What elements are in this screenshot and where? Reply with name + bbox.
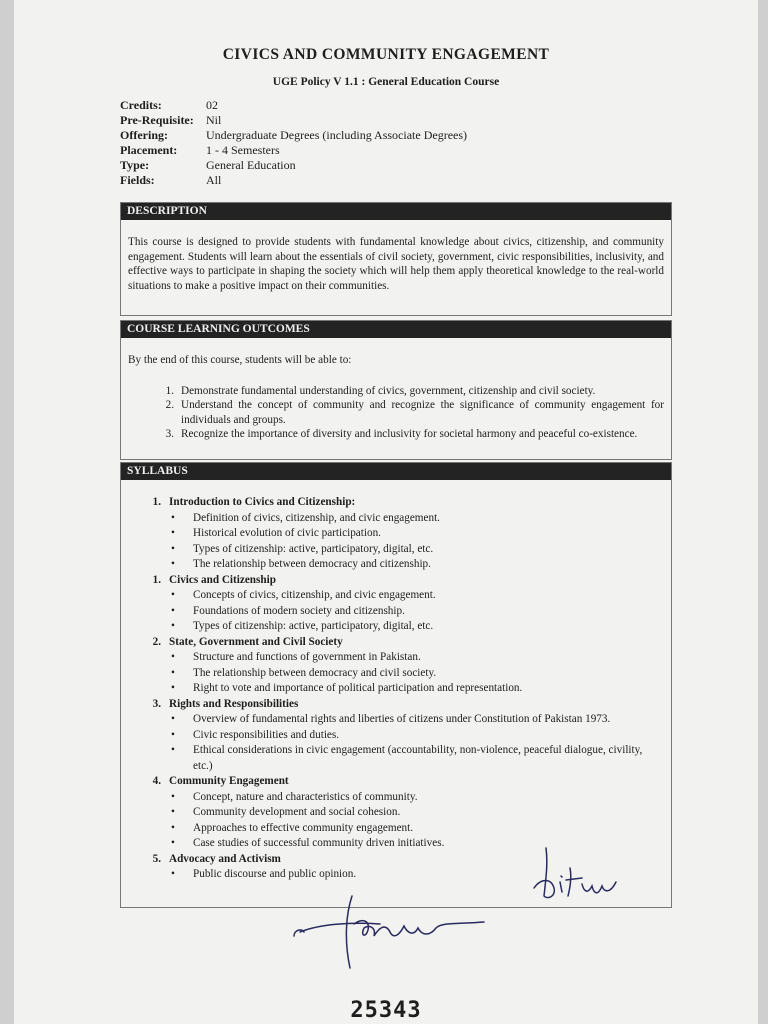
list-item-text: Types of citizenship: active, participatory, digital, etc. xyxy=(193,620,434,632)
list-item xyxy=(139,790,671,806)
outcomes-section xyxy=(120,320,672,460)
list-item-text: Approaches to effective community engagement. xyxy=(193,821,414,834)
meta-label: Credits: xyxy=(120,98,162,112)
list-item xyxy=(139,588,671,604)
meta-value: All xyxy=(206,173,222,187)
description-header: DESCRIPTION xyxy=(121,203,671,220)
list-item-text: Ethical considerations in civic engagement (accountability, non-violence, peaceful dialogue, civility, etc.) xyxy=(193,744,643,772)
bullet-icon: • xyxy=(171,744,175,756)
unit-number: 3. xyxy=(152,697,161,710)
bullet-icon: • xyxy=(171,837,175,849)
list-item-text: Public discourse and public opinion. xyxy=(193,868,357,880)
unit-title: Advocacy and Activism xyxy=(169,852,281,865)
bullet-icon: • xyxy=(171,542,175,555)
meta-row-fields xyxy=(120,173,467,188)
outcome-number: 1. xyxy=(165,384,174,397)
bullet-icon: • xyxy=(171,620,175,632)
bullet-icon: • xyxy=(171,868,175,880)
page-title: CIVICS AND COMMUNITY ENGAGEMENT xyxy=(222,46,550,63)
meta-label: Placement: xyxy=(120,143,178,157)
unit-number: 1. xyxy=(152,573,161,586)
outcome-item xyxy=(128,398,664,427)
list-item-text: Right to vote and importance of political participation and representation. xyxy=(193,682,523,694)
unit-title: Rights and Responsibilities xyxy=(169,697,299,710)
list-item xyxy=(139,743,671,774)
outcome-item xyxy=(128,384,664,399)
unit-title: Community Engagement xyxy=(169,775,289,787)
bullet-icon: • xyxy=(171,682,175,694)
outcome-text: Demonstrate fundamental understanding of civics, government, citizenship and civil society. xyxy=(181,384,596,397)
page-subtitle: UGE Policy V 1.1 : General Education Course xyxy=(272,76,500,88)
meta-value: General Education xyxy=(206,158,296,172)
list-item-text: Historical evolution of civic participation. xyxy=(193,527,381,539)
list-item xyxy=(139,650,671,666)
syllabus-header: SYLLABUS xyxy=(121,463,671,480)
meta-label: Offering: xyxy=(120,128,168,142)
list-item xyxy=(139,681,671,697)
meta-row-credits xyxy=(120,98,467,113)
list-item-text: Concepts of civics, citizenship, and civic engagement. xyxy=(193,589,436,601)
outcome-text: Recognize the importance of diversity and inclusivity for societal harmony and peaceful co-existence. xyxy=(181,428,638,440)
page-number: 25343 xyxy=(350,998,422,1023)
syllabus-content xyxy=(121,495,671,883)
list-item-text: Civic responsibilities and duties. xyxy=(193,728,340,741)
list-item xyxy=(139,557,671,573)
syllabus-unit xyxy=(139,697,671,775)
outcomes-intro: By the end of this course, students will be able to: xyxy=(128,354,352,366)
meta-value: 1 - 4 Semesters xyxy=(206,143,280,157)
signature-bottom-icon xyxy=(290,884,490,974)
list-item-text: The relationship between democracy and citizenship. xyxy=(193,558,431,570)
bullet-icon: • xyxy=(171,806,175,818)
document-page xyxy=(14,0,758,1024)
list-item-text: The relationship between democracy and civil society. xyxy=(193,666,437,679)
bullet-icon: • xyxy=(171,527,175,539)
meta-label: Pre-Requisite: xyxy=(120,113,194,127)
meta-row-offering xyxy=(120,128,467,143)
outcome-number: 3. xyxy=(165,428,174,440)
bullet-icon: • xyxy=(171,604,175,617)
list-item xyxy=(139,712,671,728)
list-item-text: Case studies of successful community driven initiatives. xyxy=(193,837,445,849)
bullet-icon: • xyxy=(171,713,175,725)
outcomes-list xyxy=(128,384,664,442)
unit-number: 5. xyxy=(152,852,161,865)
bullet-icon: • xyxy=(171,666,175,679)
syllabus-unit xyxy=(139,495,671,573)
description-section xyxy=(120,202,672,316)
meta-value: Nil xyxy=(206,113,222,127)
list-item xyxy=(139,511,671,527)
bullet-icon: • xyxy=(171,651,175,663)
outcome-number: 2. xyxy=(165,399,174,411)
outcomes-header: COURSE LEARNING OUTCOMES xyxy=(121,321,671,338)
meta-row-placement xyxy=(120,143,467,158)
bullet-icon: • xyxy=(171,589,175,601)
signature-right-icon xyxy=(526,838,626,908)
list-item-text: Structure and functions of government in Pakistan. xyxy=(193,651,421,663)
list-item xyxy=(139,805,671,821)
meta-value: Undergraduate Degrees (including Associate Degrees) xyxy=(206,128,468,142)
syllabus-unit xyxy=(139,573,671,635)
outcome-text: Understand the concept of community and recognize the significance of community engagement for individuals and groups. xyxy=(181,399,664,426)
bullet-icon: • xyxy=(171,728,175,741)
list-item xyxy=(139,542,671,558)
list-item xyxy=(139,728,671,744)
list-item-text: Overview of fundamental rights and liberties of citizens under Constitution of Pakistan 1973. xyxy=(193,713,611,725)
unit-number: 4. xyxy=(152,775,161,787)
meta-row-type xyxy=(120,158,467,173)
unit-title: Introduction to Civics and Citizenship: xyxy=(169,496,356,508)
meta-value: 02 xyxy=(206,98,218,112)
list-item-text: Foundations of modern society and citizenship. xyxy=(193,604,405,617)
list-item-text: Definition of civics, citizenship, and civic engagement. xyxy=(193,511,440,524)
bullet-icon: • xyxy=(171,821,175,834)
meta-label: Type: xyxy=(120,158,150,172)
bullet-icon: • xyxy=(171,790,175,803)
list-item xyxy=(139,821,671,837)
bullet-icon: • xyxy=(171,558,175,570)
list-item xyxy=(139,604,671,620)
list-item-text: Types of citizenship: active, participatory, digital, etc. xyxy=(193,542,434,555)
meta-row-prerequisite xyxy=(120,113,467,128)
course-meta xyxy=(120,98,467,188)
list-item-text: Concept, nature and characteristics of community. xyxy=(193,790,418,803)
unit-number: 2. xyxy=(152,635,161,648)
bullet-icon: • xyxy=(171,511,175,524)
description-text: This course is designed to provide students with fundamental knowledge about civics, citizenship, and community engagement. Students will learn about the essentials of civil society, government, civic responsibilities, inclusivity, and effective ways to participate in shaping the society which will help them apply theoretical knowledge to the real-world situations to make a positive impact on their communities. xyxy=(128,236,664,292)
list-item-text: Community development and social cohesion. xyxy=(193,806,401,818)
list-item xyxy=(139,619,671,635)
list-item xyxy=(139,526,671,542)
unit-number: 1. xyxy=(152,496,161,508)
syllabus-unit xyxy=(139,635,671,697)
list-item xyxy=(139,666,671,682)
outcome-item xyxy=(128,427,664,442)
unit-title: Civics and Citizenship xyxy=(169,573,276,586)
unit-title: State, Government and Civil Society xyxy=(169,635,343,648)
meta-label: Fields: xyxy=(120,173,155,187)
